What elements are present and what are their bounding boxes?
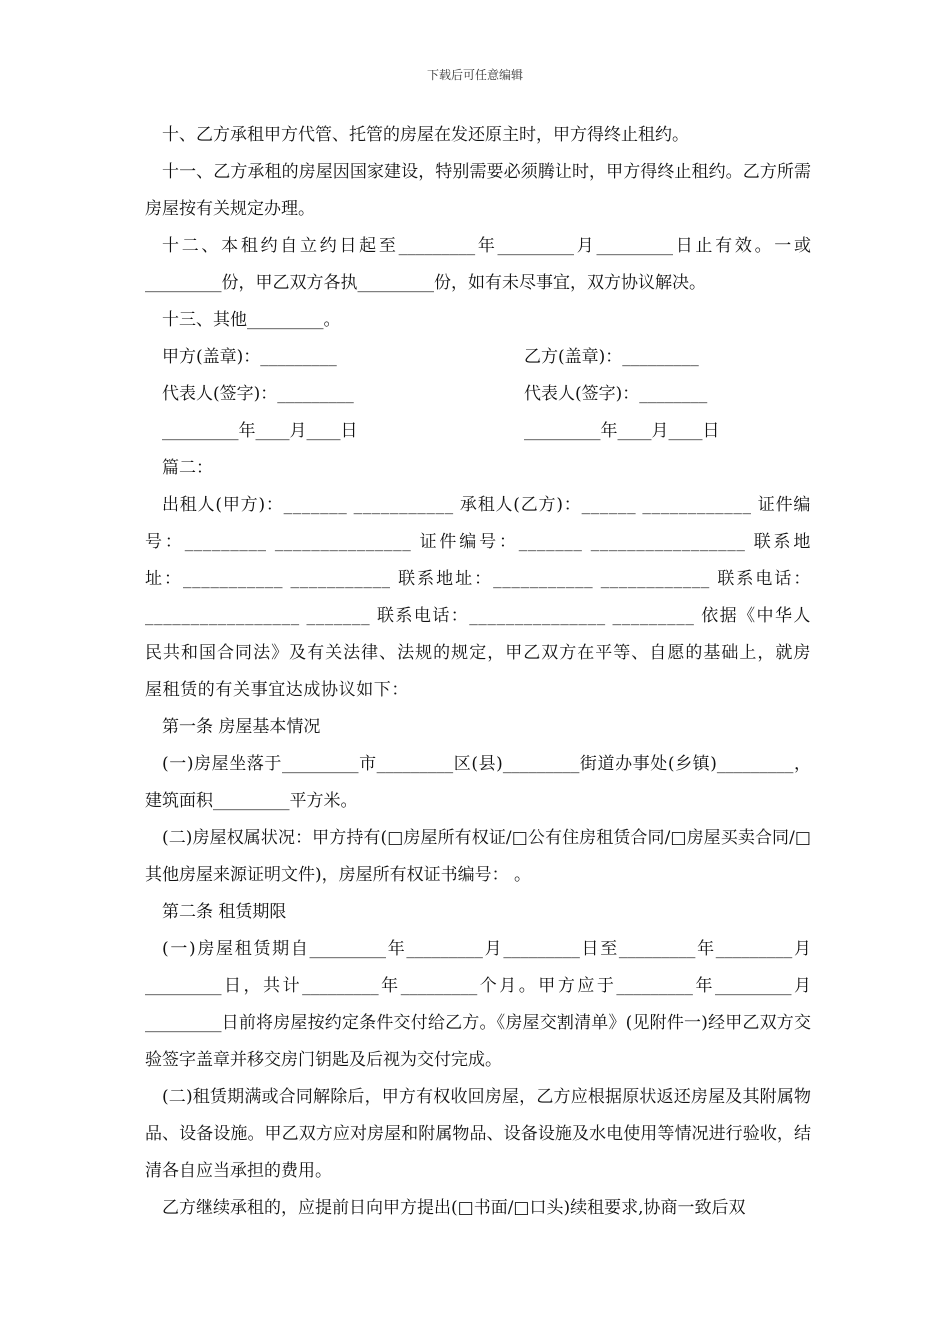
article-2-item-3: 乙方继续承租的，应提前日向甲方提出(□书面/□口头)续租要求,协商一致后双: [162, 1198, 746, 1218]
clause-12: 十二、本租约自立约日起至_________年_________月_________日止有效。一或_________份，甲乙双方各执_________份，如有未尽事宜，双方协议解决。: [145, 236, 811, 293]
signature-row-rep: [145, 376, 811, 413]
article-2-item-1: (一)房屋租赁期自_________年_________月_________日至_________年_________月_________日，共计_________年_________个月。甲方应于_________年_________月_________日前将房屋按约定条件交付给乙方。《房屋交割清单》(见附件一)经甲乙双方交验签字盖章并移交房门钥匙及后视为交付完成。: [145, 939, 811, 1070]
party-b-date: _________年____月____日: [524, 421, 720, 441]
article-2-title: 第二条 租赁期限: [162, 902, 287, 922]
article-1-title: 第一条 房屋基本情况: [162, 717, 321, 737]
signature-row-date: [145, 413, 811, 450]
party-a-seal: 甲方(盖章)：_________: [162, 347, 337, 367]
article-1-item-1: (一)房屋坐落于_________市_________区(县)_________街道办事处(乡镇)_________，建筑面积_________平方米。: [145, 754, 811, 811]
clause-10: 十、乙方承租甲方代管、托管的房屋在发还原主时，甲方得终止租约。: [162, 125, 689, 145]
article-1-item-2: (二)房屋权属状况：甲方持有(□房屋所有权证/□公有住房租赁合同/□房屋买卖合同/□其他房屋来源证明文件)，房屋所有权证书编号： 。: [145, 828, 811, 885]
page-header: 下载后可任意编辑: [426, 68, 523, 82]
document-body: [145, 117, 811, 1227]
signature-row-seal: [145, 339, 811, 376]
parties-info: 出租人(甲方)：_______ ___________ 承租人(乙方)：______ ____________ 证件编号：_________ _______________ 证件编号：_______ _________________ 联系地址：___________ ___________ 联系地址：___________ ____________ 联系电话：_________________ _______ 联系电话：_______________ _________ 依据《中华人民共和国合同法》及有关法律、法规的规定，甲乙双方在平等、自愿的基础上，就房屋租赁的有关事宜达成协议如下：: [145, 495, 811, 700]
clause-11: 十一、乙方承租的房屋因国家建设，特别需要必须腾让时，甲方得终止租约。乙方所需房屋按有关规定办理。: [145, 162, 811, 219]
part-two-title: 篇二：: [162, 458, 213, 478]
article-2-item-2: (二)租赁期满或合同解除后，甲方有权收回房屋，乙方应根据原状返还房屋及其附属物品、设备设施。甲乙双方应对房屋和附属物品、设备设施及水电使用等情况进行验收，结清各自应当承担的费用。: [145, 1087, 811, 1181]
party-a-representative: 代表人(签字)：_________: [162, 384, 354, 404]
clause-13: 十三、其他_________。: [162, 310, 341, 330]
party-a-date: _________年____月____日: [162, 421, 358, 441]
party-b-representative: 代表人(签字)：________: [524, 384, 708, 404]
party-b-seal: 乙方(盖章)：_________: [524, 347, 699, 367]
